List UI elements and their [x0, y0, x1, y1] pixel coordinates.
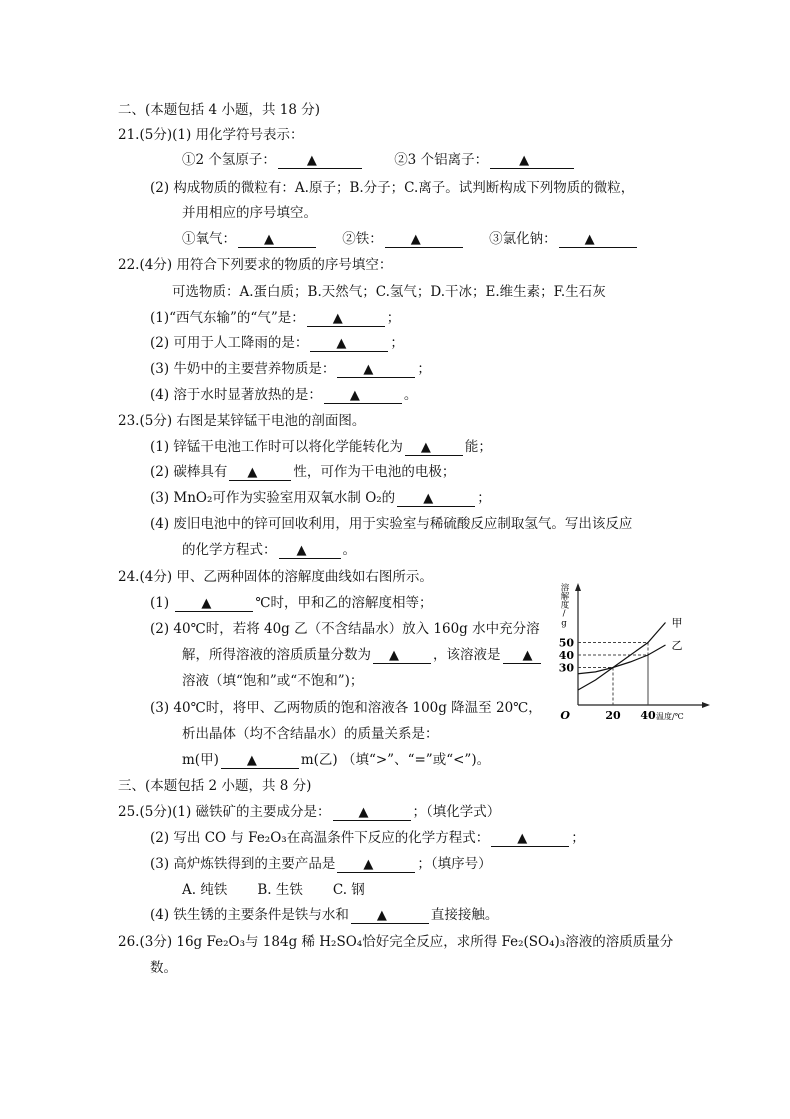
q26-line2: 数。 [150, 960, 177, 976]
answer-blank[interactable]: ▲ [307, 311, 385, 327]
q21-a1-label: ①2 个氢原子： [182, 152, 276, 168]
x-tick-label: 20 [605, 709, 621, 720]
answer-blank[interactable]: ▲ [385, 232, 463, 248]
q22-item: (4) 溶于水时显著放热的是： ▲ 。 [150, 387, 418, 403]
q23-stem: 23.(5分) 右图是某锌锰干电池的剖面图。 [118, 413, 366, 429]
q23-item: (3) MnO₂可作为实验室用双氧水制 O₂的 ▲ ； [150, 490, 491, 506]
y-axis-label: 溶解度/g [559, 583, 569, 629]
answer-blank[interactable]: ▲ [333, 805, 411, 821]
answer-blank[interactable]: ▲ [278, 153, 362, 169]
origin-label: O [560, 709, 570, 720]
q21-line1 [182, 151, 576, 169]
y-tick-label: 50 [558, 636, 574, 650]
q25-options: A. 纯铁 B. 生铁 C. 钢 [182, 882, 365, 898]
q24-stem: 24.(4分) 甲、乙两种固体的溶解度曲线如右图所示。 [118, 569, 433, 585]
y-tick-label: 30 [558, 661, 574, 675]
q24-item3b: 析出晶体（均不含结晶水）的质量关系是： [182, 726, 439, 742]
q25-item: (4) 铁生锈的主要条件是铁与水和 ▲ 直接接触。 [150, 907, 499, 923]
q21-stem: 21.(5分)(1) 用化学符号表示： [118, 127, 304, 143]
answer-blank[interactable]: ▲ [324, 388, 402, 404]
y-tick-label: 40 [558, 649, 574, 662]
answer-blank[interactable]: ▲ [175, 596, 253, 612]
section-3-title: 三、(本题包括 2 小题，共 8 分) [118, 778, 312, 794]
answer-blank[interactable]: ▲ [310, 336, 388, 352]
q21-p2b: 并用相应的序号填空。 [182, 205, 317, 221]
q24-item3: (3) 40℃时，将甲、乙两物质的饱和溶液各 100g 降温至 20℃， [150, 700, 542, 716]
answer-blank[interactable]: ▲ [221, 753, 299, 769]
q22-options: 可选物质：A.蛋白质；B.天然气；C.氢气；D.干冰；E.维生素；F.生石灰 [172, 284, 606, 300]
series-label: 乙 [671, 639, 683, 652]
q21-b2-label: ②铁： [342, 231, 383, 247]
answer-blank[interactable]: ▲ [405, 440, 463, 456]
x-axis-arrow-icon [702, 702, 710, 708]
q24-item3c: m(甲) ▲ m(乙) （填“>”、“=”或“<”)。 [182, 752, 491, 768]
answer-blank[interactable]: ▲ [337, 362, 415, 378]
q25-item: (3) 高炉炼铁得到的主要产品是 ▲ ；（填序号） [150, 856, 492, 872]
q25-item: (2) 写出 CO 与 Fe₂O₃在高温条件下反应的化学方程式： ▲ ； [150, 830, 585, 846]
q23-item: (2) 碳棒具有 ▲ 性，可作为干电池的电极； [150, 464, 456, 480]
q24-item: (1) ▲ ℃时，甲和乙的溶解度相等； [150, 595, 433, 611]
answer-blank[interactable]: ▲ [279, 543, 341, 559]
q22-item: (1)“西气东输”的“气”是： ▲ ； [150, 310, 401, 326]
q21-p2: (2) 构成物质的微粒有：A.原子；B.分子；C.离子。试判断构成下列物质的微粒， [150, 180, 635, 196]
q25-item: 25.(5分)(1) 磁铁矿的主要成分是： ▲ ；（填化学式） [118, 804, 501, 820]
answer-blank[interactable]: ▲ [491, 831, 569, 847]
answer-blank[interactable]: ▲ [490, 153, 574, 169]
y-axis-arrow-icon [575, 583, 581, 591]
q21-b3-label: ③氯化钠： [489, 231, 557, 247]
section-2-title: 二、(本题包括 4 小题，共 18 分) [118, 102, 320, 118]
q21-line2 [182, 230, 639, 248]
answer-blank[interactable]: ▲ [351, 908, 429, 924]
q21-b1-label: ①氧气： [182, 231, 236, 247]
q26-line1: 26.(3分) 16g Fe₂O₃与 184g 稀 H₂SO₄恰好完全反应，求所得 Fe₂(SO₄)₃溶液的溶质质量分 [118, 934, 674, 950]
answer-blank[interactable]: ▲ [238, 232, 316, 248]
answer-blank[interactable]: ▲ [373, 648, 431, 664]
answer-blank[interactable]: ▲ [559, 232, 637, 248]
x-axis-label: 温度/℃ [656, 712, 684, 720]
solubility-chart [548, 575, 718, 720]
q24-item2: (2) 40℃时，若将 40g 乙（不含结晶水）放入 160g 水中充分溶 [150, 621, 540, 637]
answer-blank[interactable]: ▲ [337, 857, 415, 873]
answer-blank[interactable]: ▲ [229, 465, 291, 481]
q24-item2b: 解，所得溶液的溶质质量分数为 ▲ ，该溶液是 ▲ [182, 646, 543, 664]
answer-blank[interactable]: ▲ [397, 491, 475, 507]
q22-item: (2) 可用于人工降雨的是： ▲ ； [150, 335, 404, 351]
x-tick-label: 40 [640, 709, 656, 720]
series-label: 甲 [671, 616, 683, 630]
q21-a2-label: ②3 个铝离子： [394, 152, 489, 168]
q22-item: (3) 牛奶中的主要营养物质是： ▲ ； [150, 361, 431, 377]
q23-item: (1) 锌锰干电池工作时可以将化学能转化为 ▲ 能； [150, 439, 492, 455]
q24-item2c: 溶液（填“饱和”或“不饱和”)； [182, 673, 364, 689]
series-curve-jia [578, 623, 666, 691]
answer-blank[interactable]: ▲ [503, 648, 541, 664]
series-curve-yi [578, 645, 666, 674]
q22-stem: 22.(4分) 用符合下列要求的物质的序号填空： [118, 257, 393, 273]
q23-item4b: 的化学方程式： ▲ 。 [182, 542, 356, 558]
q23-item4: (4) 废旧电池中的锌可回收利用，用于实验室与稀硫酸反应制取氢气。写出该反应 [150, 516, 633, 532]
